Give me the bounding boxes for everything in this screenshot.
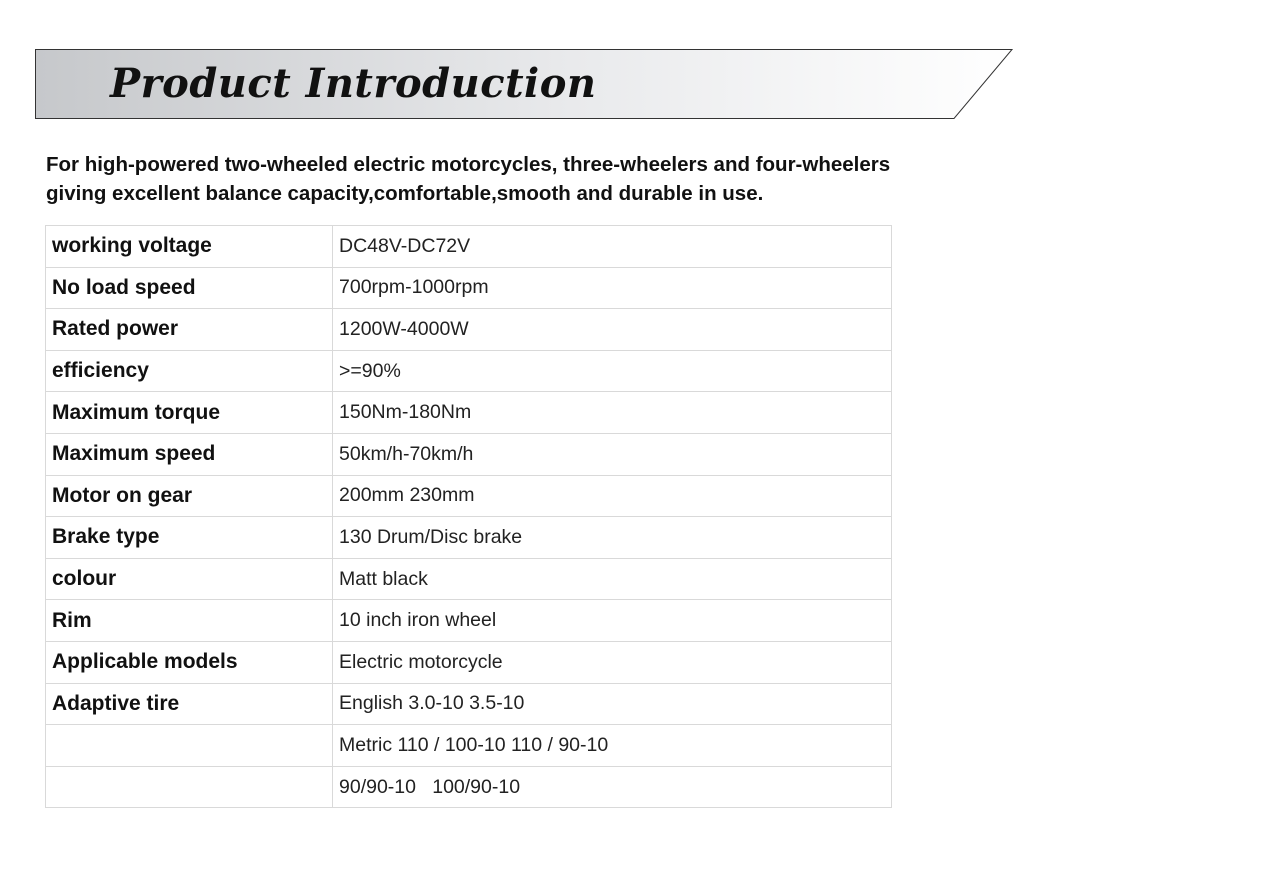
spec-value: Matt black — [333, 558, 892, 600]
spec-label: Adaptive tire — [46, 683, 333, 725]
spec-label: No load speed — [46, 267, 333, 309]
spec-label: Maximum speed — [46, 433, 333, 475]
title-banner — [35, 48, 1015, 120]
spec-value: 200mm 230mm — [333, 475, 892, 517]
page-title: Product Introduction — [110, 60, 597, 107]
spec-label: Maximum torque — [46, 392, 333, 434]
spec-label — [46, 725, 333, 767]
intro-line-2: giving excellent balance capacity,comfortable,smooth and durable in use. — [46, 182, 764, 205]
table-row — [46, 766, 892, 808]
table-row — [46, 267, 892, 309]
table-row — [46, 392, 892, 434]
spec-value: DC48V-DC72V — [333, 226, 892, 268]
spec-value: Electric motorcycle — [333, 641, 892, 683]
table-row — [46, 433, 892, 475]
spec-value: 50km/h-70km/h — [333, 433, 892, 475]
spec-value: English 3.0-10 3.5-10 — [333, 683, 892, 725]
spec-value: Metric 110 / 100-10 110 / 90-10 — [333, 725, 892, 767]
table-row — [46, 350, 892, 392]
spec-label: Brake type — [46, 517, 333, 559]
table-row — [46, 226, 892, 268]
spec-value: 1200W-4000W — [333, 309, 892, 351]
spec-value: 90/90-10 100/90-10 — [333, 766, 892, 808]
table-row — [46, 725, 892, 767]
spec-label: efficiency — [46, 350, 333, 392]
spec-label: colour — [46, 558, 333, 600]
spec-label: Rim — [46, 600, 333, 642]
table-row — [46, 558, 892, 600]
table-row — [46, 600, 892, 642]
specs-table — [45, 225, 892, 808]
table-row — [46, 641, 892, 683]
spec-label — [46, 766, 333, 808]
table-row — [46, 309, 892, 351]
spec-value: 10 inch iron wheel — [333, 600, 892, 642]
table-row — [46, 683, 892, 725]
spec-label: Applicable models — [46, 641, 333, 683]
spec-value: 700rpm-1000rpm — [333, 267, 892, 309]
spec-label: Rated power — [46, 309, 333, 351]
table-row — [46, 475, 892, 517]
spec-value: 130 Drum/Disc brake — [333, 517, 892, 559]
table-row — [46, 517, 892, 559]
spec-label: Motor on gear — [46, 475, 333, 517]
spec-value: 150Nm-180Nm — [333, 392, 892, 434]
spec-value: >=90% — [333, 350, 892, 392]
intro-line-1: For high-powered two-wheeled electric motorcycles, three-wheelers and four-wheelers — [46, 153, 891, 176]
spec-label: working voltage — [46, 226, 333, 268]
intro-paragraph — [46, 150, 986, 208]
